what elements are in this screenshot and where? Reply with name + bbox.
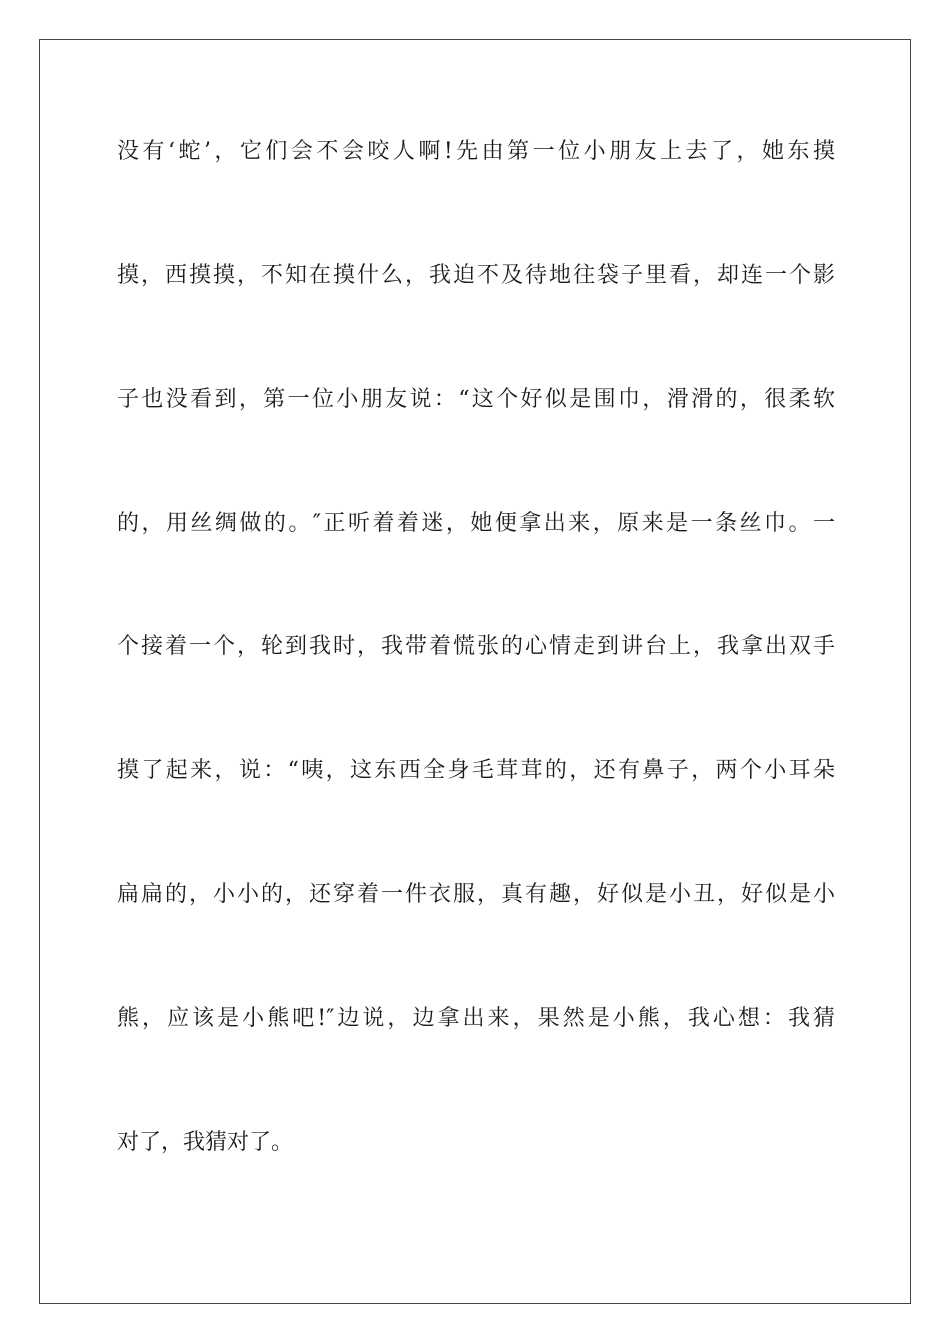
paragraph-line: 摸，西摸摸，不知在摸什么，我迫不及待地往袋子里看，却连一个影 — [117, 263, 835, 288]
page-border — [39, 39, 911, 1304]
paragraph-line: 扁扁的，小小的，还穿着一件衣服，真有趣，好似是小丑，好似是小 — [117, 882, 835, 907]
paragraph-line: 个接着一个，轮到我时，我带着慌张的心情走到讲台上，我拿出双手 — [117, 634, 835, 659]
paragraph-line: 摸了起来，说：“咦，这东西全身毛茸茸的，还有鼻子，两个小耳朵 — [117, 758, 835, 783]
paragraph-line: 对了，我猜对了。 — [117, 1130, 294, 1155]
paragraph-line: 子也没看到，第一位小朋友说：“这个好似是围巾，滑滑的，很柔软 — [117, 387, 835, 412]
paragraph-line: 熊，应该是小熊吧!″边说，边拿出来，果然是小熊，我心想：我猜 — [117, 1006, 835, 1031]
paragraph-line: 的，用丝绸做的。″正听着着迷，她便拿出来，原来是一条丝巾。一 — [117, 511, 835, 536]
paragraph-line: 没有‘蛇’，它们会不会咬人啊!先由第一位小朋友上去了，她东摸 — [117, 139, 835, 164]
